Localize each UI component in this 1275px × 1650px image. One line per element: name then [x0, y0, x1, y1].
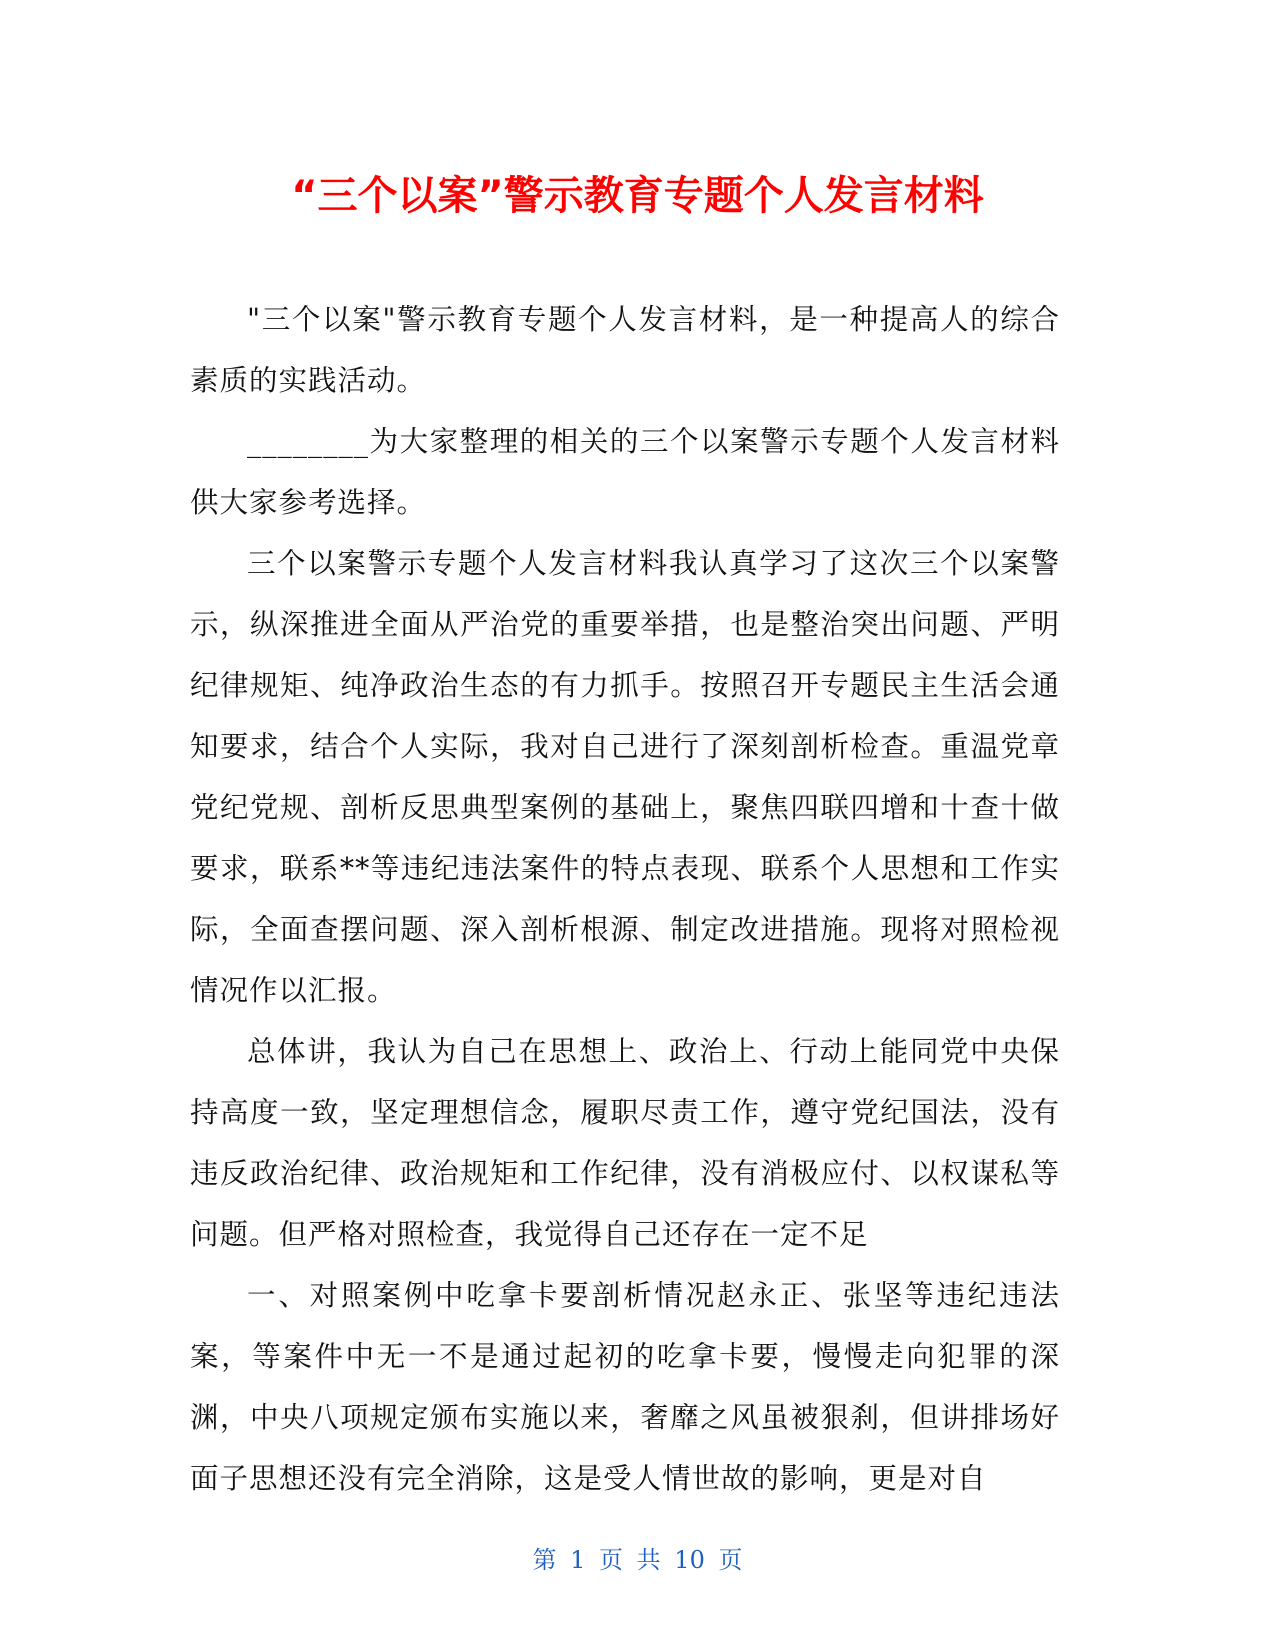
paragraph-source: ________为大家整理的相关的三个以案警示专题个人发言材料供大家参考选择。 — [190, 425, 1060, 519]
page-number-footer: 第 1 页 共 10 页 — [532, 1546, 743, 1574]
paragraph-intro: "三个以案"警示教育专题个人发言材料，是一种提高人的综合素质的实践活动。 — [190, 303, 1060, 397]
paragraph-section-one: 一、对照案例中吃拿卡要剖析情况赵永正、张坚等违纪违法案，等案件中无一不是通过起初的吃拿卡要，慢慢走向犯罪的深渊，中央八项规定颁布实施以来，奢靡之风虽被狠刹，但讲排场好面子思想还没有完全消除，这是受人情世故的影响，更是对自 — [190, 1279, 1060, 1495]
document-title: “三个以案”警示教育专题个人发言材料 — [291, 173, 984, 219]
paragraph-overall: 总体讲，我认为自己在思想上、政治上、行动上能同党中央保持高度一致，坚定理想信念，履职尽责工作，遵守党纪国法，没有违反政治纪律、政治规矩和工作纪律，没有消极应付、以权谋私等问题。但严格对照检查，我觉得自己还存在一定不足 — [190, 1035, 1060, 1251]
paragraph-study: 三个以案警示专题个人发言材料我认真学习了这次三个以案警示，纵深推进全面从严治党的重要举措，也是整治突出问题、严明纪律规矩、纯净政治生态的有力抓手。按照召开专题民主生活会通知要求，结合个人实际，我对自己进行了深刻剖析检查。重温党章党纪党规、剖析反思典型案例的基础上，聚焦四联四增和十查十做要求，联系**等违纪违法案件的特点表现、联系个人思想和工作实际，全面查摆问题、深入剖析根源、制定改进措施。现将对照检视情况作以汇报。 — [190, 547, 1060, 1007]
document-body — [190, 289, 1060, 1509]
